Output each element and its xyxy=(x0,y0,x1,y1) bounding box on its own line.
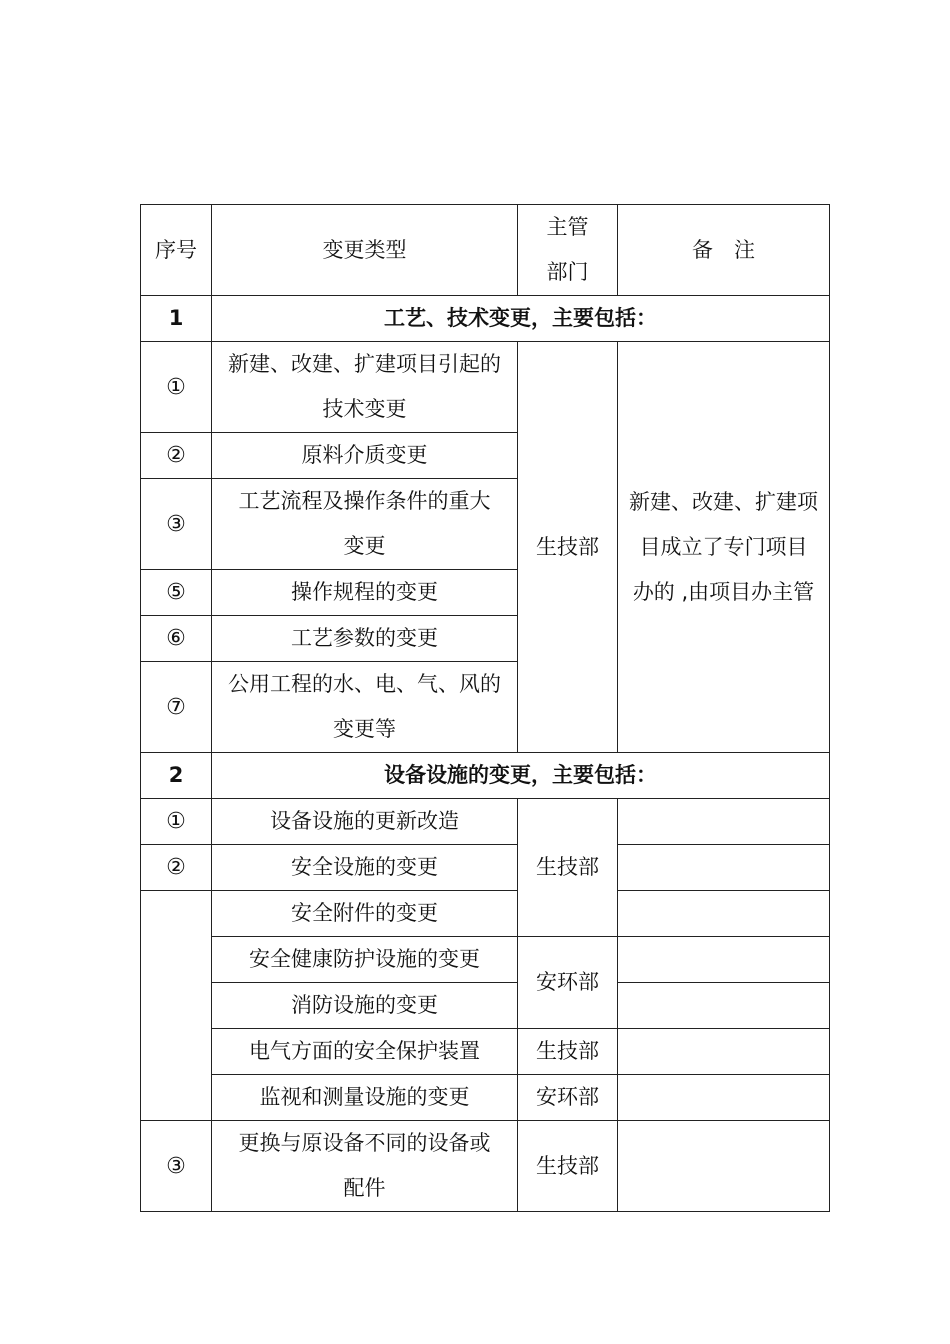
change-type-line: 变更 xyxy=(343,534,386,558)
row-number: ⑥ xyxy=(141,616,212,662)
note-line: 目成立了专门项目 xyxy=(639,534,808,559)
change-type-line: 公用工程的水、电、气、风的 xyxy=(228,672,501,696)
table-row xyxy=(141,891,830,937)
table-row xyxy=(141,983,830,1029)
change-type-cell: 安全设施的变更 xyxy=(212,845,518,891)
dept-cell: 生技部 xyxy=(518,1029,618,1075)
header-dept xyxy=(518,205,618,296)
table-row xyxy=(141,342,830,433)
row-number: ② xyxy=(141,845,212,891)
table-row xyxy=(141,1029,830,1075)
header-dept-line1: 主管 xyxy=(546,215,589,239)
change-type-cell: 设备设施的更新改造 xyxy=(212,799,518,845)
change-type-table xyxy=(140,204,830,1212)
header-note: 备 注 xyxy=(618,205,830,296)
section-row xyxy=(141,753,830,799)
note-cell xyxy=(618,1121,830,1212)
dept-cell: 生技部 xyxy=(518,1121,618,1212)
row-number: ⑤ xyxy=(141,570,212,616)
note-cell xyxy=(618,845,830,891)
dept-cell: 生技部 xyxy=(518,342,618,753)
note-cell xyxy=(618,937,830,983)
change-type-cell: 安全健康防护设施的变更 xyxy=(212,937,518,983)
note-cell xyxy=(618,799,830,845)
change-type-line: 变更等 xyxy=(333,717,396,741)
dept-cell: 安环部 xyxy=(518,1075,618,1121)
row-number: ③ xyxy=(141,479,212,570)
section-title: 设备设施的变更，主要包括： xyxy=(212,753,830,799)
change-type-line: 更换与原设备不同的设备或 xyxy=(238,1131,491,1155)
row-number: ① xyxy=(141,342,212,433)
change-type-cell: 操作规程的变更 xyxy=(212,570,518,616)
header-dept-line2: 部门 xyxy=(546,260,589,284)
section-title: 工艺、技术变更，主要包括： xyxy=(212,296,830,342)
change-type-line: 配件 xyxy=(343,1176,386,1200)
dept-cell: 生技部 xyxy=(518,799,618,937)
row-number: ① xyxy=(141,799,212,845)
dept-cell: 安环部 xyxy=(518,937,618,1029)
change-type-cell: 安全附件的变更 xyxy=(212,891,518,937)
table-row xyxy=(141,799,830,845)
change-type-cell: 电气方面的安全保护装置 xyxy=(212,1029,518,1075)
note-line: 办的 ,由项目办主管 xyxy=(632,579,815,604)
table-row xyxy=(141,937,830,983)
row-number xyxy=(141,891,212,1121)
table-row xyxy=(141,845,830,891)
section-number: 1 xyxy=(141,296,212,342)
note-cell xyxy=(618,342,830,753)
table-header-row xyxy=(141,205,830,296)
change-type-cell: 监视和测量设施的变更 xyxy=(212,1075,518,1121)
change-type-line: 技术变更 xyxy=(322,397,407,421)
note-cell xyxy=(618,1075,830,1121)
change-type-cell xyxy=(212,662,518,753)
change-type-cell xyxy=(212,1121,518,1212)
note-cell xyxy=(618,1029,830,1075)
change-type-line: 工艺流程及操作条件的重大 xyxy=(238,489,491,513)
change-type-cell xyxy=(212,342,518,433)
change-type-cell: 消防设施的变更 xyxy=(212,983,518,1029)
change-type-cell xyxy=(212,479,518,570)
note-line: 新建、改建、扩建项 xyxy=(629,489,818,514)
header-type: 变更类型 xyxy=(212,205,518,296)
change-type-line: 新建、改建、扩建项目引起的 xyxy=(228,352,501,376)
change-type-cell: 原料介质变更 xyxy=(212,433,518,479)
note-cell xyxy=(618,891,830,937)
note-cell xyxy=(618,983,830,1029)
table-row xyxy=(141,1075,830,1121)
row-number: ② xyxy=(141,433,212,479)
section-number: 2 xyxy=(141,753,212,799)
section-row xyxy=(141,296,830,342)
row-number: ③ xyxy=(141,1121,212,1212)
header-no: 序号 xyxy=(141,205,212,296)
change-type-cell: 工艺参数的变更 xyxy=(212,616,518,662)
row-number: ⑦ xyxy=(141,662,212,753)
table-row xyxy=(141,1121,830,1212)
